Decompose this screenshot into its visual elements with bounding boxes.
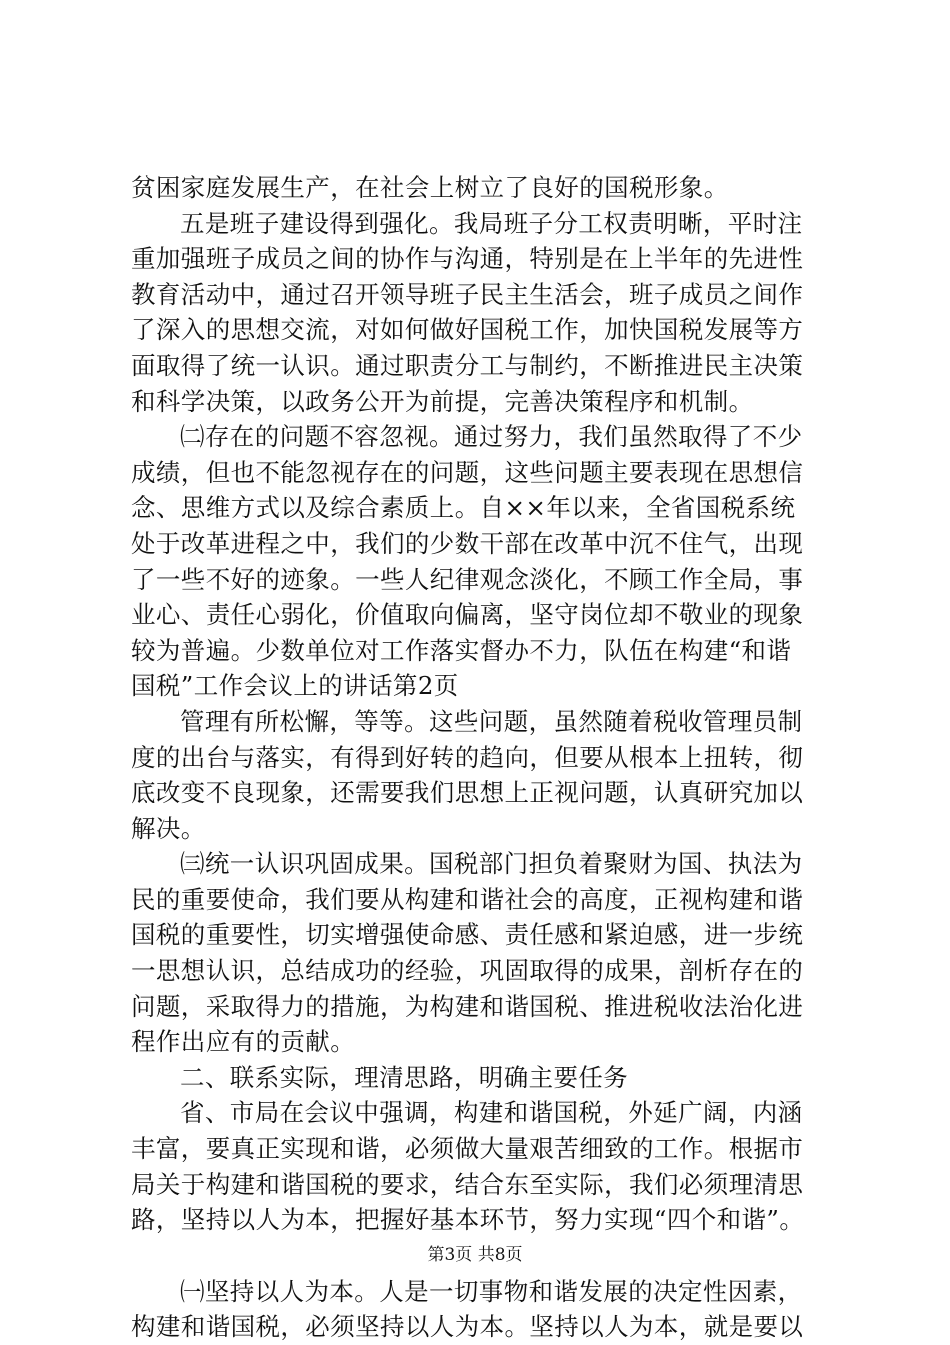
text-line: 度的出台与落实，有得到好转的趋向，但要从根本上扭转，彻 [131,742,804,772]
text-line: 业心、责任心弱化，价值取向偏离，坚守岗位却不敬业的现象 [131,600,804,630]
text-line: 重加强班子成员之间的协作与沟通，特别是在上半年的先进性 [131,244,804,274]
section-heading: 二、联系实际，理清思路，明确主要任务 [180,1062,629,1092]
text-line: 构建和谐国税，必须坚持以人为本。坚持以人为本，就是要以 [131,1312,804,1342]
text-line: 国税”工作会议上的讲话第2页 [131,671,459,701]
text-line: 路，坚持以人为本，把握好基本环节，努力实现“四个和谐”。 [131,1205,805,1235]
paragraph-start-line: ㈠坚持以人为本。人是一切事物和谐发展的决定性因素， [180,1276,803,1306]
text-line: 教育活动中，通过召开领导班子民主生活会，班子成员之间作 [131,279,804,309]
text-line: 局关于构建和谐国税的要求，结合东至实际，我们必须理清思 [131,1169,804,1199]
text-line: 一思想认识，总结成功的经验，巩固取得的成果，剖析存在的 [131,956,804,986]
text-line: 解决。 [131,813,206,843]
text-line: 了一些不好的迹象。一些人纪律观念淡化，不顾工作全局，事 [131,564,804,594]
text-line: 贫困家庭发展生产，在社会上树立了良好的国税形象。 [131,173,729,202]
text-line: 念、思维方式以及综合素质上。自××年以来，全省国税系统 [131,493,796,523]
text-line: 成绩，但也不能忽视存在的问题，这些问题主要表现在思想信 [131,457,804,487]
text-line: 程作出应有的贡献。 [131,1027,356,1057]
text-line: 处于改革进程之中，我们的少数干部在改革中沉不住气，出现 [131,528,804,558]
text-line: 了深入的思想交流，对如何做好国税工作，加快国税发展等方 [131,315,804,345]
page-footer: 第3页 共8页 [427,1245,523,1265]
paragraph-start-line: 管理有所松懈，等等。这些问题，虽然随着税收管理员制 [180,706,803,736]
text-line: 问题，采取得力的措施，为构建和谐国税、推进税收法治化进 [131,991,804,1021]
text-line: 丰富，要真正实现和谐，必须做大量艰苦细致的工作。根据市 [131,1134,804,1164]
paragraph-start-line: ㈢统一认识巩固成果。国税部门担负着聚财为国、执法为 [180,849,803,879]
paragraph-start-line: 五是班子建设得到强化。我局班子分工权责明晰，平时注 [180,208,803,238]
text-line: 民的重要使命，我们要从构建和谐社会的高度，正视构建和谐 [131,884,804,914]
paragraph-start-line: ㈡存在的问题不容忽视。通过努力，我们虽然取得了不少 [180,422,803,452]
text-line: 底改变不良现象，还需要我们思想上正视问题，认真研究加以 [131,778,804,808]
text-line: 国税的重要性，切实增强使命感、责任感和紧迫感，进一步统 [131,920,804,950]
text-line: 面取得了统一认识。通过职责分工与制约，不断推进民主决策 [131,350,804,380]
text-line: 较为普遍。少数单位对工作落实督办不力，队伍在构建“和谐 [131,635,792,665]
document-body [131,170,851,1345]
text-line: 和科学决策，以政务公开为前提，完善决策程序和机制。 [131,386,754,416]
paragraph-start-line: 省、市局在会议中强调，构建和谐国税，外延广阔，内涵 [180,1098,803,1128]
